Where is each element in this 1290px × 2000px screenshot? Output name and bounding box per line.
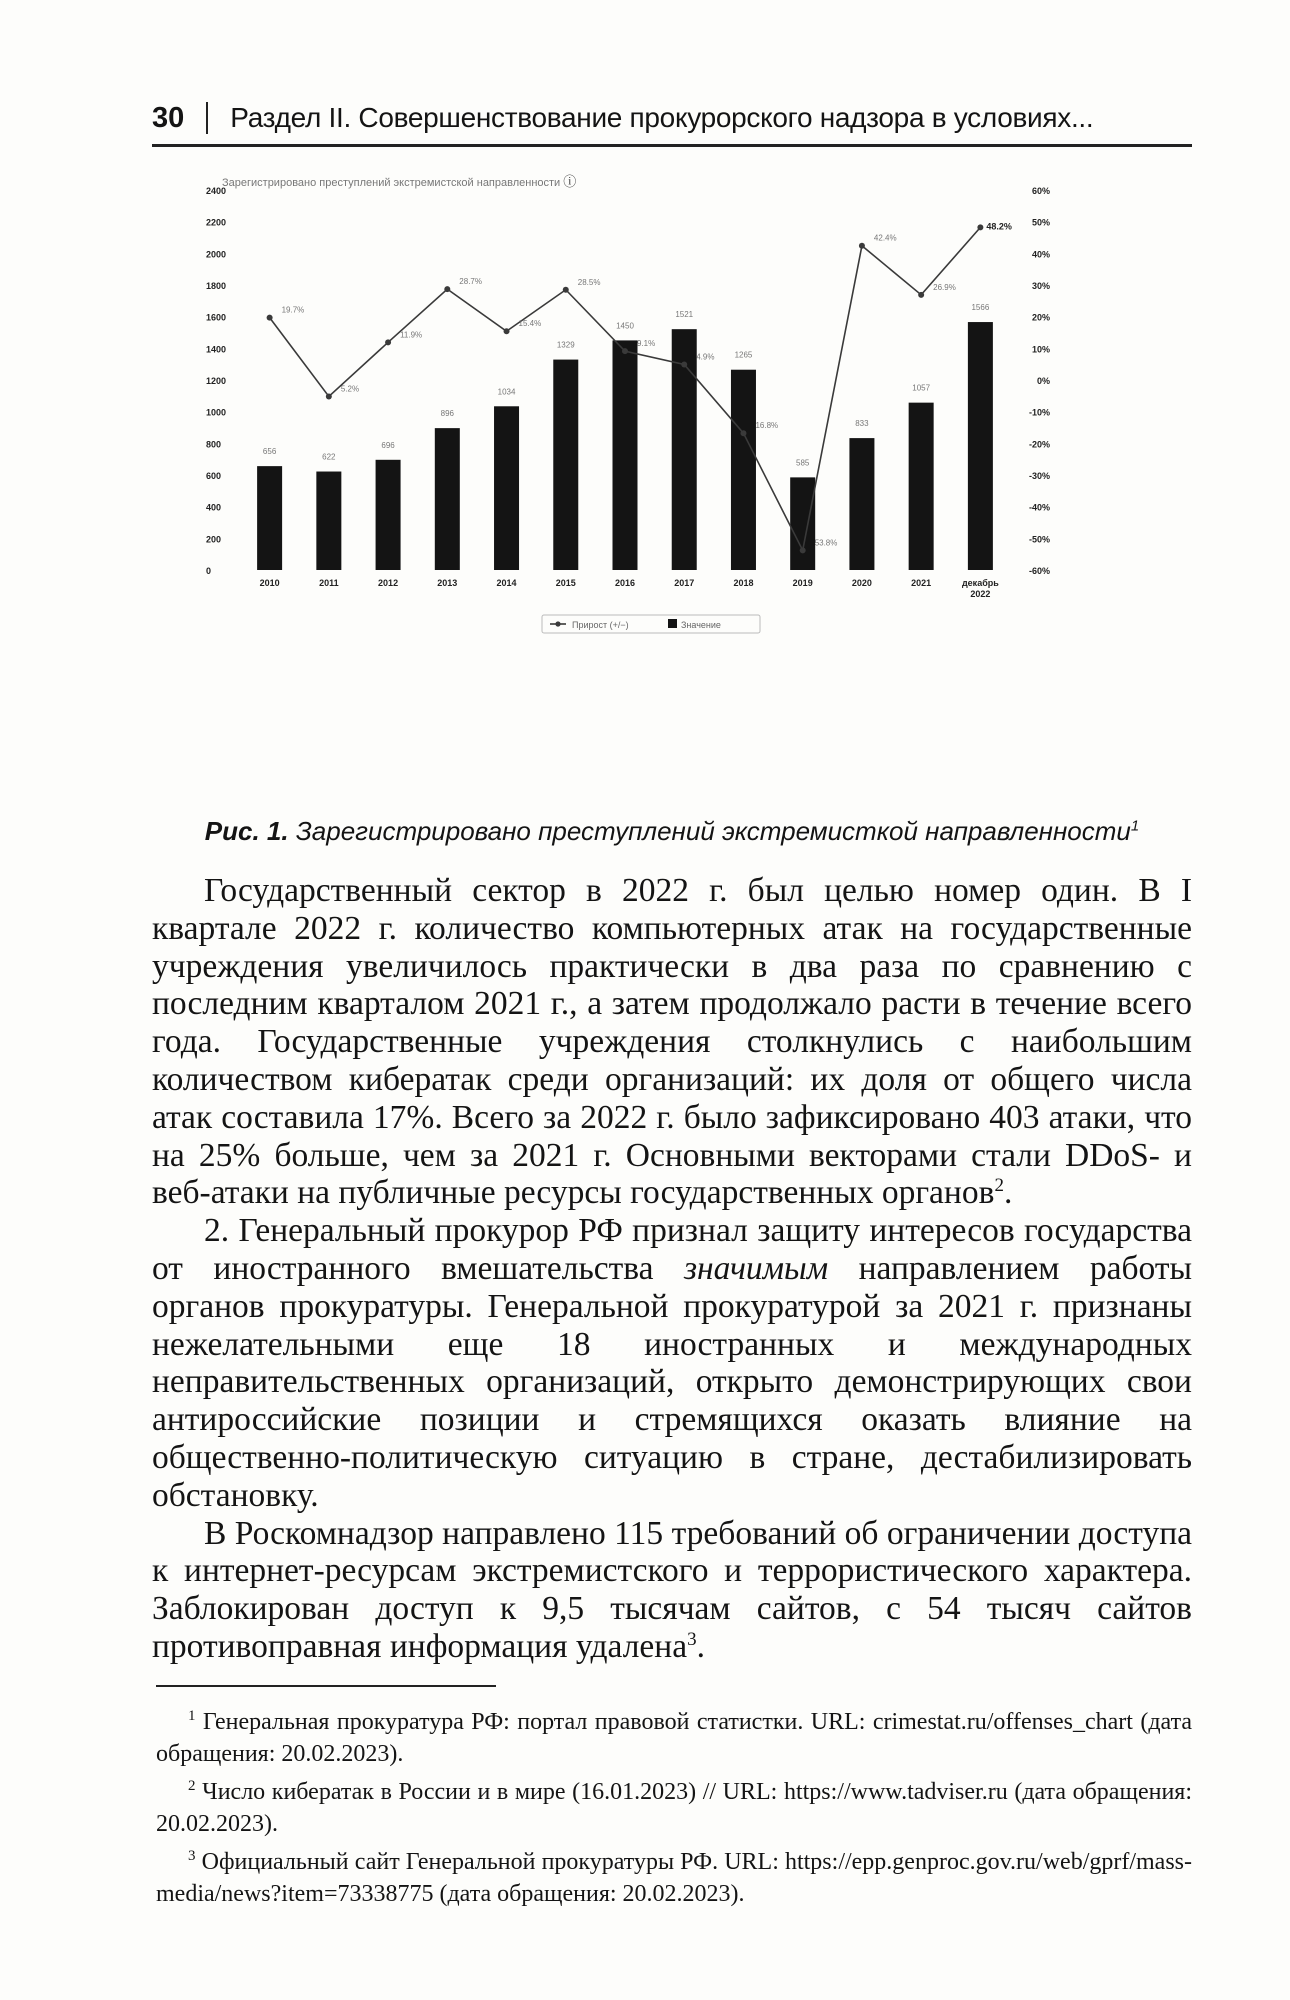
running-header [152, 92, 1192, 147]
footnote-text: Официальный сайт Генеральной прокуратуры РФ. URL: https://epp.genproc.gov.ru/web/gprf/mass-media/news?item=73338775 (дата обращения: 20.02.2023). [156, 1849, 1193, 1907]
growth-label: 15.4% [518, 319, 542, 329]
left-axis [206, 186, 226, 576]
footnote-ref[interactable]: 2 [994, 1175, 1004, 1197]
left-axis-tick-label: 200 [206, 534, 222, 545]
left-axis-tick-label: 1800 [206, 281, 227, 291]
footnote-rule [156, 1685, 496, 1687]
paragraph [152, 1212, 1192, 1514]
growth-label: 11.9% [400, 330, 423, 340]
growth-label: 42.4% [873, 233, 897, 243]
bar-value-label: 1329 [556, 340, 575, 350]
bar-value-label: 1450 [616, 321, 634, 331]
right-axis-tick-label: 0% [1036, 376, 1050, 386]
growth-point [622, 348, 628, 354]
growth-point [504, 328, 510, 334]
bar-value-label: 696 [381, 440, 395, 450]
footnote-text: Генеральная прокуратура РФ: портал правовой статистки. URL: crimestat.ru/offenses_chart (дата обращения: 20.02.2023). [156, 1709, 1193, 1767]
left-axis-tick-label: 400 [206, 502, 222, 513]
footnote-text: Число кибератак в России и в мире (16.01.2023) // URL: https://www.tadviser.ru (дата обращения: 20.02.2023). [156, 1779, 1192, 1837]
paragraph-text: направлением работы органов прокуратуры. Генеральной прокуратурой за 2021 г. признаны нежелательными еще 18 иностранных и международных неправительственных организаций, открыто демонстрирующих свои антироссийские позиции и стремящихся оказать влияние на общественно-политическую ситуацию в стране, дестабилизировать обстановку. [152, 1249, 1192, 1514]
bar-value-label: 656 [262, 447, 277, 457]
right-axis-tick-label: 10% [1031, 344, 1050, 355]
running-title: Раздел II. Совершенствование прокурорского надзора в условиях... [230, 102, 1094, 133]
chart-title: Зарегистрировано преступлений экстремистской направленности [222, 177, 561, 189]
legend-bar-marker [668, 619, 677, 628]
right-axis-tick-label: -20% [1028, 439, 1050, 450]
growth-label: 16.8% [755, 421, 779, 431]
page-number: 30 [152, 101, 185, 134]
bar [316, 472, 341, 570]
right-axis-tick-label: -60% [1028, 566, 1050, 576]
right-axis-tick-label: 20% [1031, 312, 1050, 323]
bar [435, 428, 460, 570]
right-axis-tick-label: 50% [1031, 217, 1050, 228]
x-axis-tick-label: 2019 [792, 578, 813, 588]
bar [613, 340, 638, 570]
x-axis-tick-label: декабрь [961, 578, 999, 588]
paragraph-text: В Роскомнадзор направлено 115 требований об ограничении доступа к интернет-ресурсам экстремистского и террористического характера. Заблокирован доступ к 9,5 тысячам сайтов, с 54 тысяч сайтов противоправная информация удалена [152, 1514, 1192, 1665]
growth-label: 28.5% [577, 277, 601, 287]
x-axis [260, 578, 1000, 599]
bar-value-label: 622 [322, 452, 336, 462]
right-axis-tick-label: -40% [1028, 502, 1050, 513]
footnote-number: 3 [188, 1848, 196, 1864]
footnote-ref[interactable]: 1 [1130, 817, 1140, 835]
bar-value-label: 1521 [675, 310, 694, 320]
paragraph-tail: . [696, 1627, 705, 1665]
x-axis-tick-label: 2021 [911, 578, 932, 588]
bar [376, 460, 401, 570]
footnote-number: 1 [188, 1708, 196, 1724]
legend-bar-label: Значение [681, 620, 721, 630]
bar [849, 438, 874, 570]
footnote [156, 1706, 1192, 1770]
growth-label: 48.2% [986, 221, 1012, 232]
right-axis-tick-label: -10% [1028, 407, 1050, 418]
bar-value-label: 1265 [734, 350, 753, 360]
chart-legend [542, 615, 760, 633]
bar [257, 466, 282, 570]
growth-label: 19.7% [281, 305, 305, 315]
footnotes [156, 1706, 1192, 1916]
growth-point [267, 315, 273, 321]
body-text [152, 872, 1192, 1666]
chart [200, 168, 1100, 788]
left-axis-tick-label: 600 [206, 471, 222, 481]
growth-point [977, 224, 983, 230]
x-axis-tick-label: 2017 [674, 578, 695, 588]
footnote-ref[interactable]: 3 [687, 1628, 697, 1650]
left-axis-tick-label: 2000 [206, 249, 227, 260]
bar-value-label: 1566 [971, 303, 990, 313]
x-axis-tick-label: 2018 [733, 578, 754, 588]
legend-line-label: Прирост (+/−) [572, 620, 629, 630]
paragraph-tail: . [1003, 1174, 1013, 1212]
left-axis-tick-label: 1200 [206, 376, 227, 386]
chart-svg [200, 168, 1100, 788]
growth-point [326, 393, 332, 399]
x-axis-tick-label: 2012 [378, 578, 399, 588]
bar-value-label: 896 [440, 409, 454, 419]
bar [909, 403, 934, 570]
bar-value-label: 1034 [497, 387, 516, 397]
figure-caption [152, 816, 1192, 847]
left-axis-tick-label: 1400 [206, 344, 227, 355]
legend-line-point [555, 621, 560, 626]
growth-point [918, 292, 924, 298]
growth-label: 28.7% [459, 277, 482, 287]
growth-label: 4.9% [696, 352, 715, 362]
bar-value-label: 1057 [912, 383, 931, 393]
growth-point [444, 286, 450, 292]
x-axis-tick-label: 2010 [259, 578, 280, 588]
footnote [156, 1776, 1192, 1840]
x-axis-tick-label: 2016 [614, 578, 636, 588]
left-axis-tick-label: 0 [206, 566, 212, 576]
x-axis-tick-label: 2015 [555, 578, 576, 588]
emphasis: значимым [683, 1249, 829, 1287]
x-axis-tick-label: 2022 [970, 589, 991, 599]
bar [731, 370, 756, 570]
bar [553, 360, 578, 570]
growth-label: 53.8% [814, 538, 838, 548]
footnote [156, 1846, 1192, 1910]
bar-series [257, 322, 993, 570]
bar-value-label: 833 [855, 419, 869, 429]
growth-point [563, 287, 569, 293]
right-axis [1029, 186, 1050, 576]
growth-point [859, 243, 865, 249]
bar [494, 406, 519, 570]
left-axis-tick-label: 1000 [206, 407, 227, 418]
x-axis-tick-label: 2013 [437, 578, 458, 588]
paragraph [152, 872, 1192, 1212]
right-axis-tick-label: -30% [1028, 471, 1050, 481]
left-axis-tick-label: 2200 [206, 217, 227, 228]
figure-label: Рис. 1. [204, 816, 289, 846]
growth-label: 26.9% [933, 282, 956, 292]
bar [968, 322, 993, 570]
left-axis-tick-label: 1600 [206, 312, 227, 323]
paragraph-text: Государственный сектор в 2022 г. был целью номер один. В I квартале 2022 г. количество компьютерных атак на государственные учреждения увеличилось практически в два раза по сравнению с последним кварталом 2021 г., а затем продолжало расти в течение всего года. Государственные учреждения столкнулись с наибольшим количеством кибератак среди организаций: их доля от общего числа атак составила 17%. Всего за 2022 г. было зафиксировано 403 атаки, что на 25% больше, чем за 2021 г. Основными векторами стали DDoS- и веб-атаки на публичные ресурсы государственных органов [152, 872, 1192, 1212]
x-axis-tick-label: 2020 [851, 578, 872, 588]
left-axis-tick-label: 2400 [206, 186, 227, 196]
growth-point [740, 430, 746, 436]
left-axis-tick-label: 800 [206, 439, 222, 450]
right-axis-tick-label: 40% [1031, 249, 1050, 260]
bar-value-label: 585 [796, 458, 810, 468]
x-axis-tick-label: 2011 [319, 578, 339, 588]
figure-caption-text: Зарегистрировано преступлений экстремисткой направленности [295, 816, 1131, 846]
growth-point [800, 547, 806, 553]
x-axis-tick-label: 2014 [496, 578, 517, 588]
growth-point [681, 361, 687, 367]
growth-point [385, 339, 391, 345]
right-axis-tick-label: -50% [1028, 534, 1050, 545]
growth-label: 5.2% [340, 384, 360, 394]
bar [790, 477, 815, 570]
paragraph [152, 1515, 1192, 1666]
footnote-number: 2 [188, 1778, 196, 1794]
right-axis-tick-label: 60% [1031, 186, 1050, 196]
paragraph-text: 2. Генеральный прокурор РФ признал защиту интересов государства от иностранного вмешательства [152, 1212, 1192, 1287]
info-icon: ⓘ [563, 175, 577, 190]
right-axis-tick-label: 30% [1031, 281, 1050, 291]
header-separator [206, 102, 208, 134]
growth-label: 9.1% [637, 339, 656, 349]
